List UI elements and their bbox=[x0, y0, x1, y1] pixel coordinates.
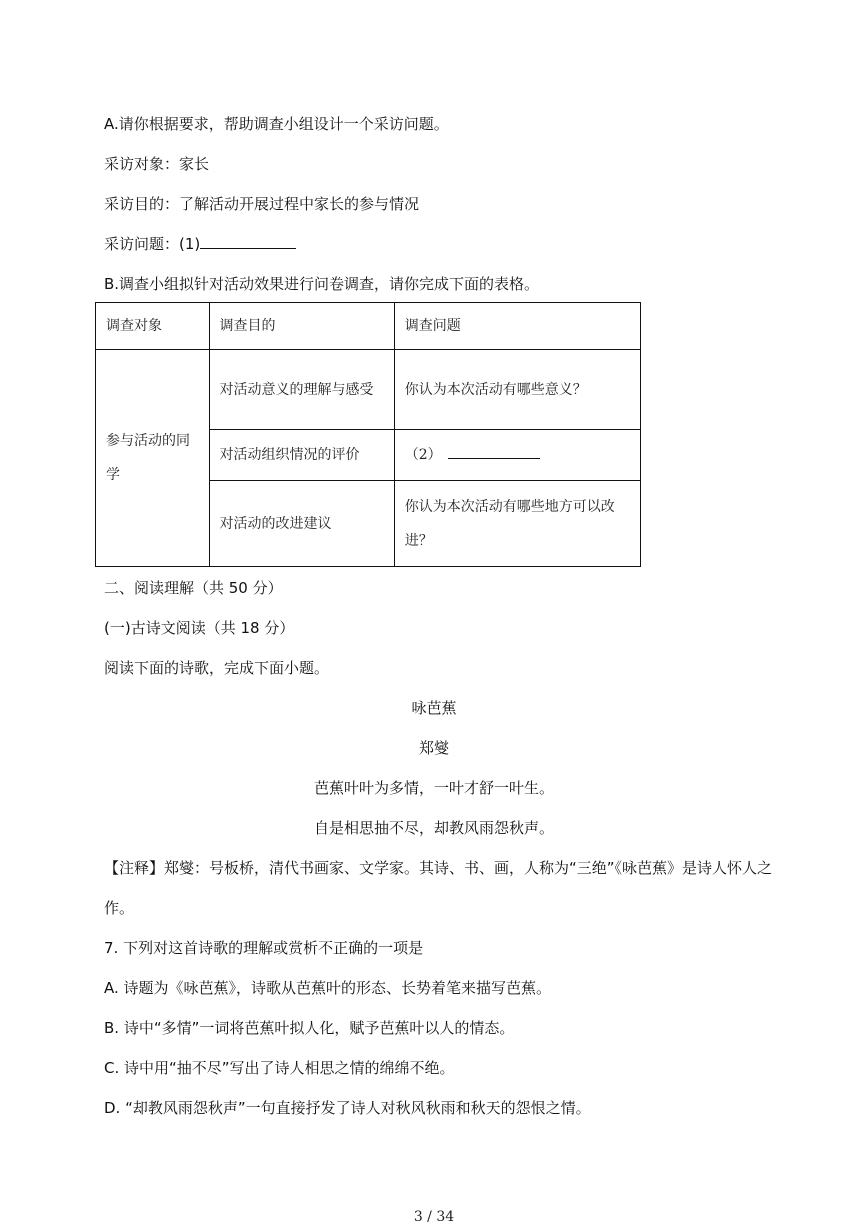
answer-blank-2[interactable] bbox=[448, 444, 540, 459]
purpose-cell: 对活动组织情况的评价 bbox=[209, 430, 394, 481]
purpose-cell: 对活动意义的理解与感受 bbox=[209, 350, 394, 430]
part-b-intro: B.调查小组拟针对活动效果进行问卷调查，请你完成下面的表格。 bbox=[104, 275, 540, 293]
question-cell: 你认为本次活动有哪些地方可以改进？ bbox=[394, 481, 640, 567]
answer-blank-1[interactable] bbox=[200, 234, 296, 249]
question-cell: 你认为本次活动有哪些意义？ bbox=[394, 350, 640, 430]
table-row bbox=[96, 350, 641, 430]
annotation-line-1: 【注释】郑燮：号板桥，清代书画家、文学家。其诗、书、画，人称为“三绝”《咏芭蕉》是诗人怀人之 bbox=[104, 859, 773, 877]
option-c[interactable]: C. 诗中用“抽不尽”写出了诗人相思之情的绵绵不绝。 bbox=[104, 1059, 455, 1077]
poem-line-1: 芭蕉叶叶为多情，一叶才舒一叶生。 bbox=[313, 779, 554, 797]
part-a-intro: A.请你根据要求，帮助调查小组设计一个采访问题。 bbox=[104, 115, 449, 133]
header-question: 调查问题 bbox=[394, 303, 640, 350]
subject-cell: 参与活动的同学 bbox=[96, 350, 210, 567]
survey-table bbox=[95, 302, 641, 567]
poem-line-2: 自是相思抽不尽，却教风雨怨秋声。 bbox=[313, 819, 554, 837]
option-a[interactable]: A. 诗题为《咏芭蕉》，诗歌从芭蕉叶的形态、长势着笔来描写芭蕉。 bbox=[104, 979, 552, 997]
question-cell-label: （2） bbox=[404, 447, 442, 463]
header-subject: 调查对象 bbox=[96, 303, 210, 350]
annotation-line-2: 作。 bbox=[104, 899, 135, 917]
page-number: 3 / 34 bbox=[413, 1209, 455, 1225]
question-stem: 7. 下列对这首诗歌的理解或赏析不正确的一项是 bbox=[104, 939, 424, 957]
interview-purpose: 采访目的：了解活动开展过程中家长的参与情况 bbox=[104, 195, 420, 213]
option-d[interactable]: D. “却教风雨怨秋声”一句直接抒发了诗人对秋风秋雨和秋天的怨恨之情。 bbox=[104, 1099, 591, 1117]
poem-title: 咏芭蕉 bbox=[411, 699, 457, 717]
interview-target: 采访对象：家长 bbox=[104, 155, 210, 173]
section-heading: 二、阅读理解（共 50 分） bbox=[104, 579, 283, 597]
subsection-heading: (一)古诗文阅读（共 18 分） bbox=[104, 619, 295, 637]
question-cell bbox=[394, 430, 640, 481]
poem-author: 郑燮 bbox=[418, 739, 449, 757]
table-header-row bbox=[96, 303, 641, 350]
reading-instruction: 阅读下面的诗歌，完成下面小题。 bbox=[104, 659, 330, 677]
interview-question bbox=[104, 234, 296, 254]
option-b[interactable]: B. 诗中“多情”一词将芭蕉叶拟人化，赋予芭蕉叶以人的情态。 bbox=[104, 1019, 515, 1037]
purpose-cell: 对活动的改进建议 bbox=[209, 481, 394, 567]
header-purpose: 调查目的 bbox=[209, 303, 394, 350]
interview-question-label: 采访问题：(1) bbox=[104, 235, 201, 253]
